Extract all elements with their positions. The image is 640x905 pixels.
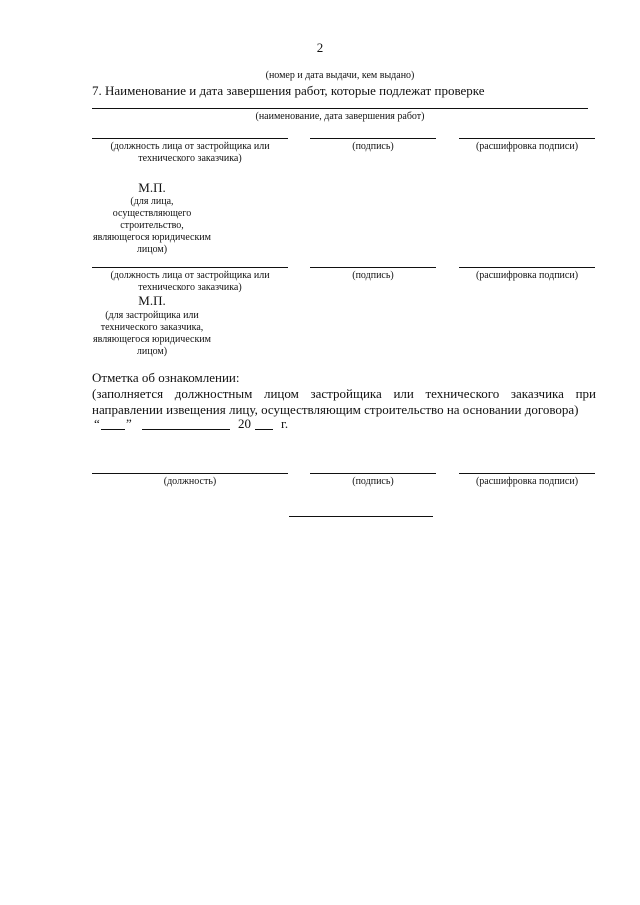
sig3-signature-caption: (подпись) — [352, 476, 394, 487]
sig2-position-caption: (должность лица от застройщика или технического заказчика) — [110, 270, 270, 293]
sig2-signature-caption: (подпись) — [352, 270, 394, 281]
sig1-position-line[interactable] — [92, 138, 288, 139]
sig2-stamp-label: М.П. — [138, 293, 166, 308]
date-month-line[interactable] — [142, 429, 230, 430]
works-fill-line[interactable] — [92, 108, 588, 109]
sig1-stamp-note: (для лица, осуществляющего строительство, являющегося юридическим лицом) — [93, 196, 211, 255]
ack-note-line2: направлении извещения лицу, осуществляющим строительство на основании договора) — [92, 402, 579, 417]
sig2-stamp-note: (для застройщика или технического заказчика, являющегося юридическим лицом) — [93, 310, 211, 357]
section7-title: 7. Наименование и дата завершения работ, которые подлежат проверке — [92, 83, 485, 98]
sig1-position-caption: (должность лица от застройщика или технического заказчика) — [110, 141, 270, 164]
sig1-stamp-label: М.П. — [138, 180, 166, 195]
sig3-position-line[interactable] — [92, 473, 288, 474]
sig2-decoding-caption: (расшифровка подписи) — [475, 270, 579, 281]
sig1-decoding-caption: (расшифровка подписи) — [475, 141, 579, 152]
sig1-signature-line[interactable] — [310, 138, 436, 139]
date-open-quote: “ — [94, 416, 100, 431]
sig1-signature-caption: (подпись) — [352, 141, 394, 152]
sig2-decoding-line[interactable] — [459, 267, 595, 268]
date-year-suffix: г. — [281, 416, 289, 431]
sig3-decoding-line[interactable] — [459, 473, 595, 474]
ack-title: Отметка об ознакомлении: — [92, 370, 240, 385]
date-close-quote: ” — [126, 416, 132, 431]
sig2-position-line[interactable] — [92, 267, 288, 268]
ack-note-line1: (заполняется должностным лицом застройщика или технического заказчика при — [92, 386, 596, 401]
sig2-signature-line[interactable] — [310, 267, 436, 268]
sig3-position-caption: (должность) — [163, 476, 217, 487]
date-day-line[interactable] — [101, 429, 125, 430]
sig3-decoding-caption: (расшифровка подписи) — [475, 476, 579, 487]
end-divider — [289, 516, 433, 517]
sig3-signature-line[interactable] — [310, 473, 436, 474]
issuer-caption: (номер и дата выдачи, кем выдано) — [265, 70, 415, 81]
works-caption: (наименование, дата завершения работ) — [255, 111, 425, 122]
date-year-line[interactable] — [255, 429, 273, 430]
page-number: 2 — [316, 40, 324, 55]
sig1-decoding-line[interactable] — [459, 138, 595, 139]
date-year-prefix: 20 — [238, 416, 251, 431]
